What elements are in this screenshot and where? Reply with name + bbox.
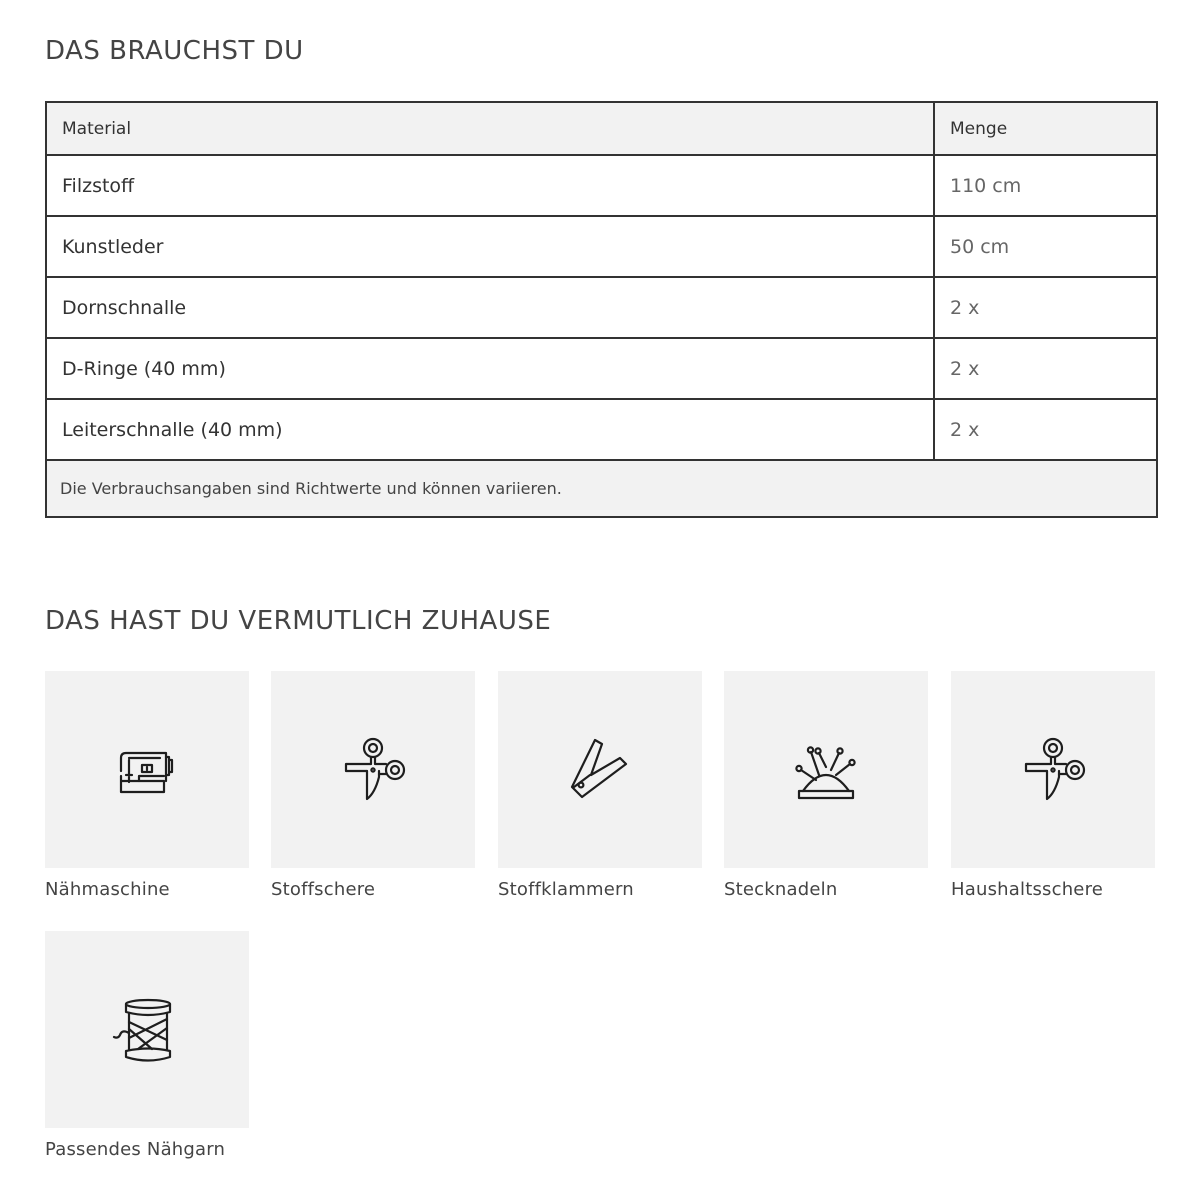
material-cell: Dornschnalle <box>46 277 934 338</box>
scissors-icon <box>1018 735 1088 805</box>
tool-label: Stecknadeln <box>724 879 838 900</box>
tool-tile <box>271 671 475 868</box>
tool-label: Nähmaschine <box>45 879 170 900</box>
tool-card-fabric-clips <box>498 671 702 900</box>
quantity-cell: 2 x <box>934 338 1157 399</box>
section-title-home: DAS HAST DU VERMUTLICH ZUHAUSE <box>45 606 552 636</box>
thread-spool-icon <box>112 995 182 1065</box>
quantity-cell: 50 cm <box>934 216 1157 277</box>
material-cell: Leiterschnalle (40 mm) <box>46 399 934 460</box>
tool-card-household-scissors <box>951 671 1155 900</box>
scissors-icon <box>338 735 408 805</box>
tool-tile <box>724 671 928 868</box>
table-row <box>46 399 1157 460</box>
quantity-cell: 110 cm <box>934 155 1157 216</box>
materials-table <box>45 101 1158 518</box>
tool-tile <box>498 671 702 868</box>
table-row <box>46 216 1157 277</box>
quantity-cell: 2 x <box>934 399 1157 460</box>
quantity-cell: 2 x <box>934 277 1157 338</box>
sewing-machine-icon <box>112 735 182 805</box>
tool-tile <box>45 931 249 1128</box>
material-cell: Filzstoff <box>46 155 934 216</box>
tool-card-fabric-scissors <box>271 671 475 900</box>
material-cell: D-Ringe (40 mm) <box>46 338 934 399</box>
tool-card-sewing-thread <box>45 931 249 1160</box>
tool-label: Stoffschere <box>271 879 376 900</box>
tool-label: Stoffklammern <box>498 879 634 900</box>
column-header-quantity: Menge <box>934 102 1157 155</box>
pincushion-icon <box>791 735 861 805</box>
tool-label: Passendes Nähgarn <box>45 1139 226 1160</box>
fabric-clip-icon <box>565 735 635 805</box>
table-row <box>46 338 1157 399</box>
table-row <box>46 277 1157 338</box>
material-cell: Kunstleder <box>46 216 934 277</box>
table-row <box>46 155 1157 216</box>
tool-tile <box>45 671 249 868</box>
column-header-material: Material <box>46 102 934 155</box>
table-footnote: Die Verbrauchsangaben sind Richtwerte und können variieren. <box>46 460 1157 517</box>
table-footnote-row <box>46 460 1157 517</box>
tool-card-sewing-machine <box>45 671 249 900</box>
tool-label: Haushaltsschere <box>951 879 1104 900</box>
tool-tile <box>951 671 1155 868</box>
table-header-row <box>46 102 1157 155</box>
section-title-needed: DAS BRAUCHST DU <box>45 36 304 66</box>
tool-card-pins <box>724 671 928 900</box>
